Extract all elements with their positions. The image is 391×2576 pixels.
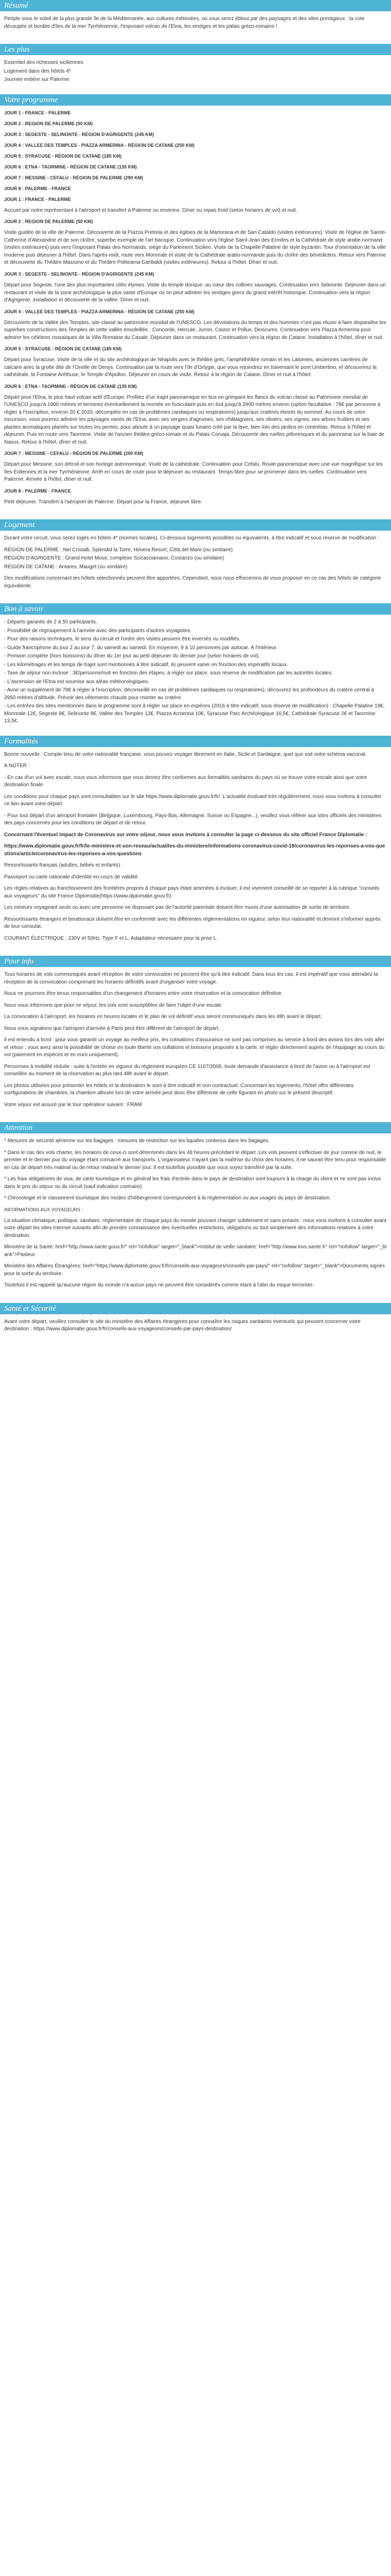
day-title: JOUR 2 : REGION DE PALERME (50 KM) [4, 219, 93, 225]
day-description: Départ pour Messine, son détroit et son horloge astronomique. Visite de la cathédrale. Continuation pour Cefalu. Route panoramique avec une vue magnifique sur les îles Éoliennes et la mer Tyrrhénienne. Arrêt en cours de route pour le déjeuner au restaurant. Temps libre pour se promener dans les ruelles. Continuation vers Palerme. Arrivée à l'hôtel, dîner et nuit. [4, 462, 383, 483]
bon-savoir-item: - Les kilométrages et les temps de trajet sont mentionnés à titre indicatif, ils peuvent varier en fonction des impératifs locaux. [4, 662, 288, 668]
day-title: JOUR 2 : REGION DE PALERME (50 KM) [4, 121, 93, 126]
section-header-bon-savoir: Bon à savoir [0, 603, 391, 615]
pour-info-paragraph: Votre séjour est assuré par le tour opérateur suivant : FRAM [4, 1101, 142, 1108]
logement-note: Des modifications concernant les hôtels sélectionnés peuvent être apportées. Cependant, nous nous efforcerons de vous proposer en ce cas des hôtels de catégorie équivalente. [4, 575, 381, 589]
logement-region: RÉGION DE PALERME : Nei Cristalli, Splendid la Torre, Himera Resort, Città del Mare (ou similaire) [4, 547, 233, 553]
formalites-paragraph: Ressortissants étrangers et binationaux doivent être en conformité avec les différentes réglementations en vigueur, selon leur nationalité et devront s'informer auprès de leur consulat. [4, 916, 381, 930]
formalites-paragraph: Ressortissants français (adultes, bébés et enfants) : [4, 862, 123, 869]
bon-savoir-item: - Possibilité de regroupement à l'arrivée avec des participants d'autres voyagistes. [4, 628, 192, 634]
bon-savoir-item: - L'ascension de l'Etna est soumise aux aléas météorologiques. [4, 679, 150, 685]
attention-paragraph: * Chronologie et le classement touristique des modes d'hébergement correspondent à la réglementation ou aux usages du pays de destination. [4, 1195, 331, 1201]
section-body-formalites [0, 747, 391, 952]
day-title: JOUR 1 : FRANCE - PALERME [4, 110, 71, 115]
day-title: JOUR 3 : SEGESTE - SELINONTE - RÉGION D'AGRIGENTE (245 KM) [4, 271, 154, 277]
section-body-programme [0, 106, 391, 516]
logement-region: RÉGION D'AGRIGENTE : Grand Hotel Mose, complexe Scicacciamano, Costanzo (ou similaire) [4, 555, 224, 562]
day-title: JOUR 8 : PALERME - FRANCE [4, 488, 71, 494]
pour-info-paragraph: Nous vous informons que pour ce séjour, les vols sont susceptibles de faire l'objet d'une escale. [4, 1002, 223, 1008]
day-title: JOUR 5 : SYRACUSE - RÉGION DE CATANE (185 KM) [4, 346, 122, 352]
day-title: JOUR 7 : MESSINE - CEFALU - RÉGION DE PALERME (290 KM) [4, 175, 143, 180]
section-body-bon-savoir [0, 615, 391, 732]
day-title: JOUR 7 : MESSINE - CEFALU - RÉGION DE PALERME (290 KM) [4, 451, 143, 456]
formalites-paragraph: Les mineurs voyageant seuls ou avec une personne ne disposant pas de l'autorité parentale doivent être munis d'une autorisation de sortie de territoire. [4, 905, 351, 911]
pour-info-paragraph: Les photos utilisées pour présenter les hôtels et la destination le sont à titre indicatif et non contractuel. Concernant les logements, l'hôtel offre différentes configurations de chambres, la chambre allouée lors de votre arrivée peut donc être différente de celle figurant en photo sur le présent descriptif. [4, 1082, 354, 1096]
day-title: JOUR 4 : VALLEE DES TEMPLES - PIAZZA ARMERINA - RÉGION DE CATANE (250 KM) [4, 309, 195, 314]
formalites-paragraph: Les règles relatives au franchissement des frontières propres à chaque pays étant amenées à évoluer, il est vivement conseillé de se reporter à la rubrique "conseils aux voyageurs" du site France Diplomatie(https://www.diplomatie.gouv.fr). [4, 886, 380, 899]
pour-info-paragraph: Tous horaires de vols communiqués avant réception de votre convocation ne peuvent être qu'à titre indicatif. Dans tous les cas, il est impératif que vous attendiez la réception de la convocation comprenant les horaires définitifs avant d'organiser votre voyage. [4, 972, 378, 985]
bon-savoir-item: - Avoir un supplément de 78€ à régler à l'inscription, déconseillé en cas de problèmes cardiaques ou respiratoires), découvrez les profondeurs du cratère central à 2950 mètres d'altitude. Prévoir des vêtements chauds pour monter au cratère. [4, 687, 374, 701]
pour-info-paragraph: Nous vous signalons que l'aéroport d'arrivée à Paris peut être différent de l'aéroport de départ. [4, 1025, 220, 1031]
day-title: JOUR 3 : SEGESTE - SELINONTE - RÉGION D'AGRIGENTE (245 KM) [4, 131, 154, 137]
day-title: JOUR 5 : SYRACUSE - RÉGION DE CATANE (185 KM) [4, 153, 122, 159]
section-body-pour-info [0, 967, 391, 1118]
section-header-programme: Votre programme [0, 94, 391, 106]
resume-text: Périple sous le soleil de la plus grande île de la Méditerranée, aux cultures métissées, où vous serez ébloui par des paysages et des sites prestigieux : la cote découpée et bordée d'îles de la mer Tyrrhénienne, l'imposant volcan de l'Etna, les vestiges et les palais gréco-romains ! [4, 16, 365, 29]
attention-code-line: Ministère de la Santé: href="http://www.sante.gouv.fr/" rel="nofollow" target="_blank">Institut de veille sanitaire: href="http://www.invs.sante.fr" rel="nofollow" target="_blank">Pasteur [4, 1244, 387, 1258]
day-description: Départ pour Syracuse. Visite de la ville et du site archéologique de Néapolis avec le théâtre grec, l'amphithéâtre romain et les Latomies, anciennes carrières de calcaire avec la grotte dite de l'Oreille de Denys. Continuation par la route vers l'île d'Ortygie, que vous rejoindrez en traversant le pont Umbertino, et découvrirez la cathédrale, la Fontaine Aréthuse, le Temple d'Apollon. Déjeuner en cours de visite. Retour à la région de Catane. Dîner et nuit à l'hôtel. [4, 357, 377, 378]
day-title: JOUR 6 : ETNA - TAORMINE - RÉGION DE CATANE (135 KM) [4, 383, 137, 389]
plus-item: Essentiel des richesses siciliennes [4, 60, 84, 65]
plus-item: Logement dans des hôtels 4* [4, 68, 71, 74]
day-description: Visite guidée de la ville de Palerme. Découverte de la Piazza Pretoria et des églises de la Martorana et de San Cataldo (visites extérieures). Visite de l'église de Sainte-Catherine d'Alexandrie et de son cloître, superbe exemple de l'art baroque. Continuation vers l'église Saint-Jean des Ermites et la Cathédrale de style arabe-normand (visites extérieures) puis vers l'imposant Palais des Normands, siège du Parlement Sicilien. Visite de la Chapelle Palatine de style byzantin. Tour d'orientation de la ville moderne puis déjeuner à l'hôtel. Dans l'après-midi, route vers Monreale et visite de la Cathédrale arabo-normande puis du cloître des bénédictins. Retour vers Palerme et découverte du Théâtre Massimo et du Théâtre Politeama Garibaldi (visites extérieures). Retour à l'hôtel. Dîner et nuit. [4, 230, 387, 266]
section-body-logement [0, 531, 391, 599]
section-header-attention: Attention [0, 1122, 391, 1133]
day-title: JOUR 4 : VALLEE DES TEMPLES - PIAZZA ARMERINA - RÉGION DE CATANE (250 KM) [4, 142, 195, 148]
day-description: Découverte de la Vallée des Temples, site classé au patrimoine mondial de l'UNESCO. Les dévotations du temps et des hommes n'ont pas réussi à faire disparaître les superbes constructions des Temples de cette vallée ensoleillée : Concorde, Hercule, Junon, Castor et Pollux, Dioscures. Continuation vers Piazza Armerina pour admirer les célèbres mosaïques de la Villa Romaine du Casale. Déjeuner dans un restaurant. Continuation vers la région de Catane. Installation à l'hôtel, dîner et nuit. [4, 319, 386, 341]
formalites-paragraph: Les conditions pour chaque pays sont consultables sur le site https://www.diplomatie.gouv.fr/fr/. L'actualité évoluant très régulièrement, nous vous invitons à consulter ce lien avant votre départ. [4, 793, 382, 807]
bon-savoir-item: - Guide francophone du jour 2 au jour 7, du samedi au samedi. En moyenne, 9 à 10 personnes par autocar. À l'intérieur. [4, 645, 278, 651]
formalites-paragraph: Passeport ou carte nationale d'identité en cours de validité. [4, 874, 139, 880]
pour-info-paragraph: Nous ne pourrons être tenus responsables d'un changement d'horaires entre votre réservation et la convocation définitive. [4, 991, 283, 997]
pour-info-paragraph: La convocation à l'aéroport, les horaires en heures locales et le plan de vol définitif vous seront communiqués dans les 48h avant le départ. [4, 1014, 322, 1020]
day-description: Petit déjeuner. Transfert à l'aéroport de Palerme. Départ pour la France, déjeuner libre. [4, 499, 203, 505]
bon-savoir-item: - Taxe de séjour non incluse : 3€/personne/nuit en fonction des étapes, à régler sur place, sous réserve de modification par les autorités locales. [4, 670, 333, 676]
logement-region: RÉGION DE CATANE : Antares, Mauget (ou similaire) [4, 564, 128, 570]
section-body-plus [0, 55, 391, 90]
bon-savoir-item: - Les entrées des sites mentionnés dans le programme sont à régler sur place en espèces (2016 à titre indicatif, sous réserve de modification) : Chapelle Palatine 19€, Monreale 12€, Segeste 8€, Selinonte 8€, Vallée des Temples 12€, Piazza Armerina 10€, Syracuse Parc Archéologique 16,5€, Cathédrale Syracuse 2€ et Taormine 13,5€. [4, 703, 385, 724]
logement-intro: Durant votre circuit, vous serez logés en hôtels 4* (normes locales). Ci-dessous logements possibles ou équivalents, à titre indicatif et sous réserve de modification : [4, 535, 380, 541]
day-title: JOUR 6 : ETNA - TAORMINE - RÉGION DE CATANE (135 KM) [4, 164, 137, 170]
section-body-resume [0, 11, 391, 40]
section-header-resume: Résumé [0, 0, 391, 11]
section-header-plus: Les plus [0, 44, 391, 55]
section-header-logement: Logement [0, 519, 391, 531]
formalites-paragraph: COURANT ÉLECTRIQUE : 230V et 50Hz. Type F et L. Adaptateur nécessaire pour la prise L. [4, 935, 218, 941]
pour-info-paragraph: Personnes à mobilité réduite : suite à l'entrée en vigueur du règlement européen CE 1107/2006, toute demande d'assistance à bord de l'avion ou à l'aéroport est conseillée au moment de la réservation au plus tard 48h avant le départ. [4, 1063, 370, 1077]
section-header-formalites: Formalités [0, 736, 391, 747]
sante-text: Avant votre départ, veuillez consulter le site du ministère des Affaires étrangères pour connaître les risques sanitaires éventuels qui peuvent concerner votre destination : https://www.diplomatie.gouv.fr/fr/conseils-aux-voyageurs/conseils-par-pays-destination/ [4, 1318, 361, 1332]
day-description: Accueil par notre représentant à l'aéroport et transfert à Palerme ou environs. Dîner ou repas froid (selon horaires de vol) et nuit. [4, 207, 298, 213]
attention-info-title: INFORMATIONS AUX VOYAGEURS : [4, 1207, 83, 1212]
section-header-pour-info: Pour info [0, 956, 391, 967]
formalites-paragraph: A NOTER : [4, 763, 30, 769]
bon-savoir-item: - Départs garantis de 2 à 50 participants. [4, 619, 97, 625]
bon-savoir-item: - Pour des raisons techniques, le sens du circuit et l'ordre des visites peuvent être inversés ou modifiés. [4, 636, 241, 642]
day-description: Départ pour Segeste, l'une des plus importantes cités élymes. Visite du temple dorique, au cœur des collines sauvages. Continuation vers Selinonte. Déjeuner dans un restaurant et visite de la zone archéologique la plus vaste d'Europe où on peut admirer les vestiges grecs du grand intérêt historique. Continuation vers la région d'Agrigente, installation et découverte de la vallée. Dîner et nuit. [4, 282, 386, 303]
day-title: JOUR 8 : PALERME - FRANCE [4, 185, 71, 191]
attention-paragraph: * Mesures de sécurité aérienne sur les bagages : mesures de restriction sur les liquides contenus dans les bagages. [4, 1138, 270, 1144]
section-header-sante: Santé et Sécurité [0, 1303, 391, 1314]
day-title: JOUR 1 : FRANCE - PALERME [4, 196, 71, 202]
bon-savoir-item: - Pension complète (hors boissons) du dîner du 1er jour au petit déjeuner du dernier jour (selon horaires de vol). [4, 653, 260, 659]
formalites-paragraph: https://www.diplomatie.gouv.fr/fr/le-ministere-et-son-reseau/actualites-du-ministere/informations-coronavirus-covid-19/coronavirus-les-reponses-a-vos-questions/article/coronavirus-les-reponses-a-vos-questions [4, 843, 385, 857]
attention-info-text: La situation climatique, politique, sanitaire, réglementaire de chaque pays du monde pouvant changer subitement et sans préavis : nous vous invitons à consulter avant votre départ les sites Internet suivants afin de prendre connaissance des éventuelles restrictions, obligations ou tout simplement des informations relatives à votre destination. [4, 1217, 387, 1239]
attention-closing: Toutefois il est rappelé qu'aucune région du monde n'a aucun pays ne peuvent être considérés comme étant à l'abri du risque terroriste. [4, 1282, 314, 1289]
pour-info-paragraph: Il est entendu a bord : pour vous garantir un voyage au meilleur prix, les cotisations d'assurance ne sont pas comprises au service à bord des avions lors des vols aller et retour ; vous avez ainsi la possibilité de choisir en toute liberté vos collations et boissons proposés à la carte, et régler directement auprès de l'équipage au cours du vol (paiement en espèces et en euro uniquement). [4, 1037, 385, 1058]
formalites-paragraph: Concernant l'éventuel impact de Coronavirus sur votre séjour, nous vous invitons à consulter la page ci-dessous du site officiel France Diplomatie : [4, 832, 367, 838]
formalites-paragraph: Bonne nouvelle : Compte tenu de votre nationalité française, vous pouvez voyager librement en Italie, Sicile et Sardaigne, quel que soit votre schéma vaccinal. [4, 751, 367, 757]
section-body-attention [0, 1133, 391, 1299]
formalites-paragraph: - Pour tout départ d'un aéroport frontalier (Belgique, Luxembourg, Pays-Bas, Allemagne, Suisse ou Espagne...), veuillez vous référer aux sites officiels des ministères des pays concernés pour les conditions de départ et de retour. [4, 812, 382, 826]
plus-item: Journée entière sur Palerme [4, 77, 70, 82]
section-body-sante [0, 1314, 391, 1343]
attention-paragraph: * Dans le cas des vols charter, les horaires de ceux-ci sont déterminés dans les 48 heures précédant le départ. Les vols peuvent s'effectuer de jour comme de nuit, le premier et le dernier jour du voyage étant consacré aux transports. L'organisateur n'ayant pas la maîtrise du choix des horaires, il ne saurait être tenu pour responsable en cas de départ très matinal ou de retour matinal le dernier jour. Il est toutefois possible que vous soyez transféré par la suite. [4, 1149, 386, 1171]
day-description: Départ pour l'Etna, le plus haut volcan actif d'Europe. Profitez d'un trajet panoramique en bus en grimpant les flancs du volcan classé au Patrimoine mondial de l'UNESCO jusqu'à 1900 mètres et terminez éventuellement la montée en funiculaire puis en 4x4 jusqu'à 2900 mètres environ (option facultative : 78€ par personne à régler à l'inscription, environ 20 € 2020, décomptée en cas de problèmes cardiaques ou respiratoires) jusqu'aux cratères éteints du sommet. Au cours de votre excursion, vous pourrez admirer les paysages variés de l'Etna, avec ses vergers d'agrumes, ses châtaigniers, ses oliviers, ses vignes, ses arbres fruitiers et ses plantes aromatiques plantés sur toutes les pentes, pour aboutir à un paysage quasi lunaire créé par la lave, bien loin des jardins en contrebas. Retour à l'hôtel et déjeuner. Puis en route vers Taormine. Visite de l'ancien théâtre gréco-romain et du Palais Corvaja. Découverte des ruelles pittoresques et du panorama sur la baie de Naxos. Retour à l'hôtel, dîner et nuit. [4, 394, 384, 445]
attention-code-line: Ministère des Affaires Étrangères: href="https://www.diplomatie.gouv.fr/fr/conseils-aux-voyageurs/conseils-par-pays/" rel="nofollow" target="_blank">Documents signés pour la sortie du territoire. [4, 1263, 385, 1277]
attention-paragraph: * Les frais obligatoires de visa, de carte touristique et en général les frais d'entrée dans le pays de destination sont toujours à la charge du client et ne sont pas inclus dans le prix du séjour ou du circuit (sauf indication contraire). [4, 1176, 381, 1190]
formalites-paragraph: - En cas d'un vol avec escale, nous vous informons que vous devrez être conformes aux formalités sanitaires du pays où se trouve votre escale ainsi que votre destination finale. [4, 774, 367, 788]
